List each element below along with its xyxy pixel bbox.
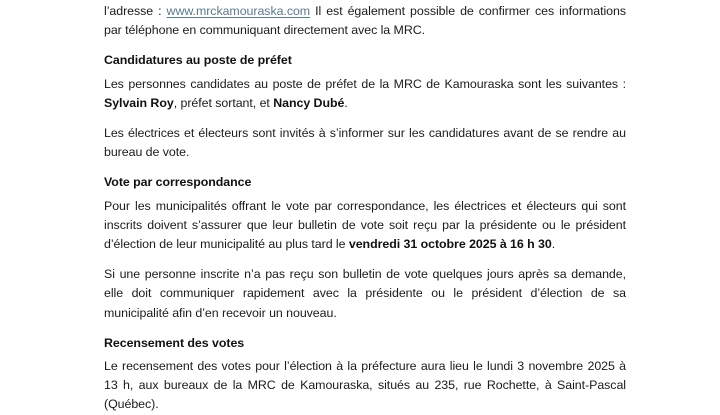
heading-candidatures: Candidatures au poste de préfet — [104, 53, 292, 68]
correspondance-tail: . — [551, 237, 556, 252]
paragraph-intro-address — [104, 2, 626, 40]
intro-before-link: l’adresse : — [104, 4, 167, 18]
candidate-name-sylvain-roy: Sylvain Roy — [104, 95, 174, 110]
paragraph-electeurs-informer: Les électrices et électeurs sont invités à s’informer sur les candidatures avant de se rendre au bureau de vote. — [104, 126, 626, 160]
correspondance-lead: Pour les municipalités offrant le vote par correspondance, les électrices et électeurs qui sont inscrits doivent s’assurer que leur bulletin de vote soit reçu par la présidente ou le président d’élection de leur municipalité au plus tard le — [104, 198, 626, 252]
spacer — [104, 162, 626, 173]
heading-vote-correspondance: Vote par correspondance — [104, 175, 252, 190]
intro-after-link: Il est également possible de confirmer ces informations par téléphone en communiquant directement avec la MRC. — [104, 4, 626, 38]
paragraph-recensement-details: Le recensement des votes pour l’élection à la préfecture aura lieu le lundi 3 novembre 2025 à 13 h, aux bureaux de la MRC de Kamouraska, situés au 235, rue Rochette, à Saint-Pascal (Québec). — [104, 359, 626, 412]
candidats-lead: Les personnes candidates au poste de préfet de la MRC de Kamouraska sont les suivantes : — [104, 76, 626, 91]
candidats-middle: , préfet sortant, et — [173, 95, 274, 110]
paragraph-candidats — [104, 75, 626, 113]
spacer — [104, 323, 626, 334]
mrc-kamouraska-link[interactable]: www.mrckamouraska.com — [166, 4, 311, 18]
candidats-tail: . — [344, 95, 348, 110]
spacer — [104, 113, 626, 124]
candidate-name-nancy-dube: Nancy Dubé — [273, 95, 345, 110]
spacer — [104, 254, 626, 265]
paragraph-correspondance-delai — [104, 197, 626, 255]
deadline-date: vendredi 31 octobre 2025 à 16 h 30 — [348, 237, 552, 252]
paragraph-bulletin-non-recu: Si une personne inscrite n’a pas reçu son bulletin de vote quelques jours après sa demande, elle doit communiquer rapidement avec la présidente ou le président d’élection de sa municipalité afin d’en recevoir un nouveau. — [104, 267, 626, 320]
spacer — [104, 40, 626, 51]
document-content — [104, 0, 626, 415]
heading-recensement: Recensement des votes — [104, 335, 245, 350]
